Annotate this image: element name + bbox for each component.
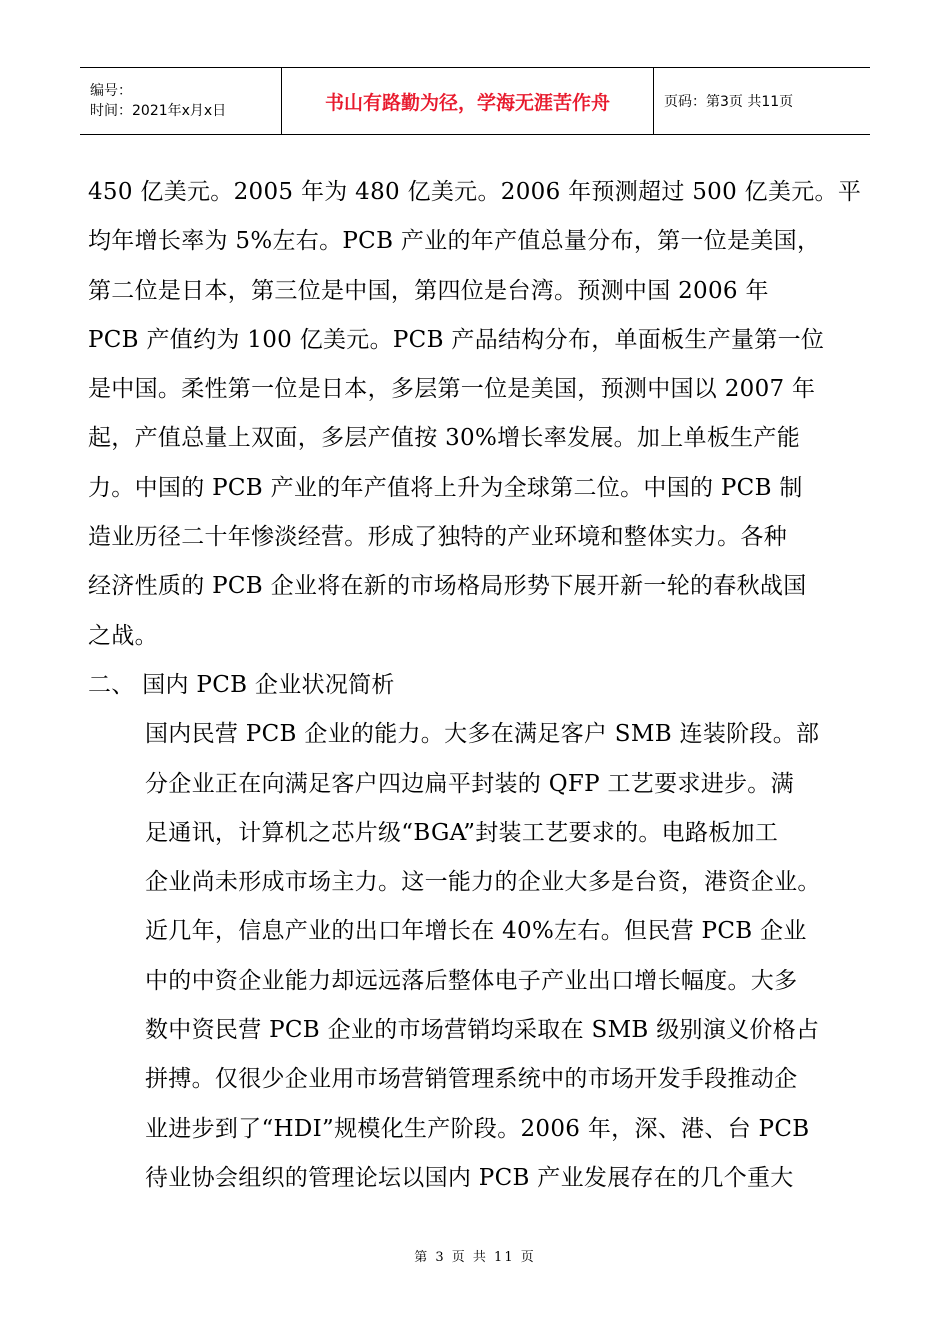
body-line: 造业历径二十年惨淡经营。形成了独特的产业环境和整体实力。各种 [88, 524, 787, 551]
header-motto: 书山有路勤为径，学海无涯苦作舟 [282, 68, 654, 134]
body-line: PCB 产值约为 100 亿美元。PCB 产品结构分布，单面板生产量第一位 [88, 326, 825, 353]
body-line: 经济性质的 PCB 企业将在新的市场格局形势下展开新一轮的春秋战国 [88, 573, 807, 600]
section-line: 中的中资企业能力却远远落后整体电子产业出口增长幅度。大多 [145, 967, 798, 994]
section-line: 分企业正在向满足客户四边扁平封装的 QFP 工艺要求进步。满 [145, 770, 794, 797]
section-line: 国内民营 PCB 企业的能力。大多在满足客户 SMB 连装阶段。部 [145, 721, 820, 748]
body-line: 第二位是日本，第三位是中国，第四位是台湾。预测中国 2006 年 [88, 277, 769, 304]
document-body [88, 168, 878, 1203]
section-line: 数中资民营 PCB 企业的市场营销均采取在 SMB 级别演义价格占 [145, 1017, 820, 1044]
section-line: 企业尚未形成市场主力。这一能力的企业大多是台资，港资企业。 [145, 869, 821, 896]
body-line: 均年增长率为 5%左右。PCB 产业的年产值总量分布，第一位是美国， [88, 228, 821, 255]
serial-label: 编号： [90, 83, 132, 99]
section-line: 待业协会组织的管理论坛以国内 PCB 产业发展存在的几个重大 [145, 1164, 794, 1191]
body-line: 力。中国的 PCB 产业的年产值将上升为全球第二位。中国的 PCB 制 [88, 474, 803, 501]
page-header [80, 67, 870, 135]
body-line: 450 亿美元。2005 年为 480 亿美元。2006 年预测超过 500 亿美元。平 [88, 179, 862, 205]
section-line: 拼搏。仅很少企业用市场营销管理系统中的市场开发手段推动企 [145, 1066, 798, 1093]
section-line: 近几年，信息产业的出口年增长在 40%左右。但民营 PCB 企业 [145, 918, 807, 945]
header-page-number: 页码：第3页 共11页 [664, 94, 794, 110]
section-heading: 二、 国内 PCB 企业状况简析 [88, 671, 395, 698]
section-line: 业进步到了“HDI”规模化生产阶段。2006 年，深、港、台 PCB [145, 1115, 810, 1142]
body-line: 之战。 [88, 622, 158, 649]
header-meta [80, 68, 282, 134]
page-footer: 第 3 页 共 11 页 [414, 1250, 536, 1265]
section-line: 足通讯，计算机之芯片级“BGA”封装工艺要求的。电路板加工 [145, 819, 779, 846]
body-line: 是中国。柔性第一位是日本，多层第一位是美国，预测中国以 2007 年 [88, 376, 816, 403]
body-line: 起，产值总量上双面，多层产值按 30%增长率发展。加上单板生产能 [88, 425, 801, 452]
time-label: 时间：2021年x月x日 [90, 103, 227, 119]
